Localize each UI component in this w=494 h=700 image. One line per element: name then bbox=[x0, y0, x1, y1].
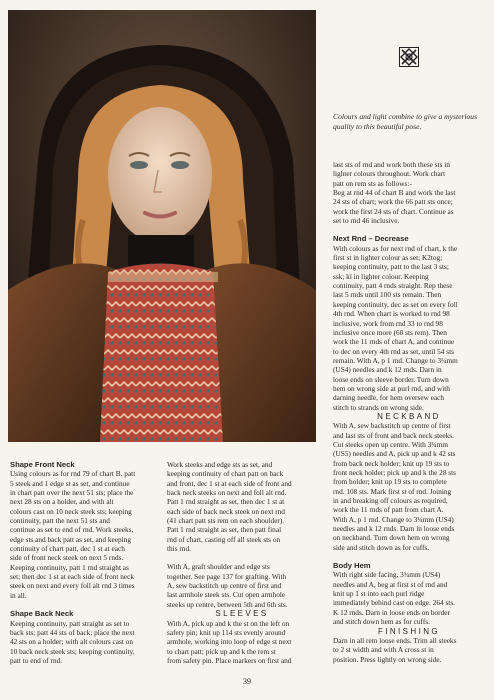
text-body-hem bbox=[333, 570, 485, 626]
text-line: needles and k 12 rnds. Darn in loose ends bbox=[333, 524, 455, 534]
text-line: continuity, patt the next 51 sts and bbox=[10, 516, 110, 526]
text-line: back sts; patt 44 sts of back; place the next bbox=[10, 627, 135, 637]
text-line: Patt 1 rnd straight as set, then dec 1 st at bbox=[167, 497, 285, 507]
text-line: Patt 1 rnd straight as set, then patt final bbox=[167, 525, 282, 535]
text-line: With right side facing, 3¾mm (US4) bbox=[333, 570, 441, 580]
text-line: in all. bbox=[10, 590, 27, 600]
text-line: With A, pick up and k the st on the left on bbox=[167, 618, 290, 628]
celtic-knot-icon bbox=[399, 47, 419, 67]
text-line: inclusive once more (60 sts rem). Then bbox=[333, 327, 447, 337]
heading-shape-front-neck: Shape Front Neck bbox=[10, 460, 75, 469]
text-sleeves bbox=[167, 619, 317, 666]
text-neckband bbox=[333, 421, 485, 552]
heading-body-hem: Body Hem bbox=[333, 561, 371, 571]
text-line: together. See page 137 for grafting. With bbox=[167, 571, 287, 581]
text-line: side and stitch down as for cuffs. bbox=[333, 542, 430, 552]
heading-neckband: NECKBAND bbox=[377, 411, 441, 421]
text-line: (US5) needles and A, pick up and k 42 sts bbox=[333, 449, 456, 459]
text-line: side of front neck steek on next 5 rnds. bbox=[10, 553, 124, 563]
text-line: last armhole steek sts. Cut open armhole bbox=[167, 590, 286, 600]
text-line: from safety pin. Place markers on first and bbox=[167, 655, 292, 665]
text-line: A, sew backstitch up centre of first and bbox=[167, 581, 282, 591]
text-line: work the first 24 sts of chart. Continue as bbox=[333, 206, 454, 216]
text-line: Using colours as for rnd 79 of chart B, patt bbox=[10, 469, 136, 479]
text-line: lighter colours throughout. Work chart bbox=[333, 169, 446, 179]
text-line: darning needle, for hem oversew each bbox=[333, 393, 445, 403]
page-number: 39 bbox=[243, 677, 251, 686]
text-line: keeping continuity, patt to the last 3 sts; bbox=[333, 262, 449, 272]
text-line: to chart patt; pick up and k the rem st bbox=[167, 646, 276, 656]
text-line: Keeping continuity, patt straight as set to bbox=[10, 618, 130, 628]
text-line: 5 steek and 1 edge st as set, and continue bbox=[10, 478, 130, 488]
text-line: rnd of chart, casting off all steek sts on bbox=[167, 534, 281, 544]
text-line: 10 back neck steek sts; keeping continuity, bbox=[10, 646, 135, 656]
text-line: Keeping continuity, patt 1 rnd straight as bbox=[10, 562, 129, 572]
text-line: needles and A, beg at first st of rnd and bbox=[333, 579, 448, 589]
text-line: back neck steeks on next and foll alt rnd. bbox=[167, 488, 287, 498]
text-line: stitch to strands on wrong side. bbox=[333, 402, 424, 412]
heading-next-rnd-decrease: Next Rnd – Decrease bbox=[333, 234, 409, 244]
text-next-rnd-decrease bbox=[333, 244, 485, 412]
text-line: remain. With A, p 1 rnd. Change to 3¼mm bbox=[333, 355, 458, 365]
text-line: Darn in all rem loose ends. Trim all steeks bbox=[333, 635, 457, 645]
column-right bbox=[333, 160, 485, 664]
heading-shape-back-neck: Shape Back Neck bbox=[10, 609, 74, 619]
text-line: work the 11 rnds of chart A, and continue bbox=[333, 337, 455, 347]
text-grafting bbox=[167, 562, 317, 609]
text-line: rnd. 108 sts. Mark first st of rnd. Joining bbox=[333, 486, 452, 496]
text-line: and stitch down hem as for cuffs. bbox=[333, 617, 430, 627]
text-line: position. Press lightly on wrong side. bbox=[333, 654, 442, 664]
text-line: continuity, patt 4 rnds straight. Rep these bbox=[333, 281, 453, 291]
text-line: from holder; knit up 19 sts to complete bbox=[333, 477, 447, 487]
text-line: to dec on every 4th rnd as set, until 54 sts bbox=[333, 346, 454, 356]
text-steeks bbox=[167, 460, 317, 553]
photo-caption: Colours and light combine to give a mysterious quality to this beautiful pose. bbox=[333, 112, 478, 131]
column-left bbox=[10, 460, 158, 665]
text-line: steek on next and every foll alt rnd 3 times bbox=[10, 581, 135, 591]
text-line: next 28 sts on a holder, and with alt bbox=[10, 497, 114, 507]
text-line: With colours as for next rnd of chart, k the bbox=[333, 243, 458, 253]
text-finishing bbox=[333, 636, 485, 664]
text-line: hem on wrong side at purl rnd, and with bbox=[333, 383, 450, 393]
text-line: edge sts and back patt as set, and keeping bbox=[10, 534, 131, 544]
text-line: continuity of chart patt, dec 1 st at each bbox=[10, 544, 125, 554]
text-line: With A, graft shoulder and edge sts bbox=[167, 562, 270, 572]
column-middle bbox=[167, 460, 317, 665]
text-line: set to rnd 46 inclusive. bbox=[333, 216, 400, 226]
text-line: colours cast on 10 neck steek sts; keeping bbox=[10, 506, 132, 516]
text-line: K 12 rnds. Darn in loose ends on border bbox=[333, 607, 450, 617]
text-shape-back-neck bbox=[10, 619, 158, 666]
text-line: keeping continuity, dec as set on every foll bbox=[333, 299, 458, 309]
text-line: With A, sew backstitch up centre of first bbox=[333, 421, 451, 431]
text-line: 42 sts on a holder; with alt colours cast on bbox=[10, 637, 134, 647]
heading-sleeves: SLEEVES bbox=[215, 609, 269, 619]
text-line: from back neck holder; knit up 19 sts to bbox=[333, 458, 450, 468]
text-line: and front, dec 1 st at each side of front and bbox=[167, 478, 292, 488]
text-line: Beg at rnd 44 of chart B and work the last bbox=[333, 188, 456, 198]
text-line: 4th rnd. When chart is worked to rnd 98 bbox=[333, 309, 450, 319]
portrait-photo bbox=[8, 10, 316, 442]
text-line: Work steeks and edge sts as set, and bbox=[167, 460, 273, 469]
text-line: immediately behind cast on edge. 264 sts. bbox=[333, 598, 455, 608]
text-line: 24 sts of chart; work the 66 patt sts once; bbox=[333, 197, 453, 207]
text-line: each side of back neck steek on next rnd bbox=[167, 506, 285, 516]
text-line: steeks up centre, between 5th and 6th sts. bbox=[167, 599, 288, 609]
text-line: ssk; kl in lighter colour. Keeping bbox=[333, 271, 429, 281]
text-line: in and breaking off colours as required, bbox=[333, 496, 448, 506]
text-line: and last sts of front and back neck steeks. bbox=[333, 430, 454, 440]
text-line: last 5 rnds until 100 sts remain. Then bbox=[333, 290, 442, 300]
text-shape-front-neck bbox=[10, 469, 158, 600]
text-line: knit up 1 st into each purl ridge bbox=[333, 589, 425, 599]
text-line: front neck holder; pick up and k the 28 sts bbox=[333, 468, 457, 477]
text-line: last sts of rnd and work both these sts in bbox=[333, 160, 450, 169]
text-line: loose ends on sleeve border. Turn down bbox=[333, 374, 449, 384]
text-line: Cut steeks open up centre. With 3¾mm bbox=[333, 439, 449, 449]
heading-finishing: FINISHING bbox=[377, 626, 441, 636]
text-line: in chart patt over the next 51 sts; place the bbox=[10, 488, 134, 498]
text-line: work the 11 rnds of patt from chart A. bbox=[333, 505, 444, 515]
text-line: With A, p 1 rnd. Change to 3¼mm (US4) bbox=[333, 514, 454, 524]
text-line: keeping continuity of chart patt on back bbox=[167, 469, 284, 479]
text-line: this rnd. bbox=[167, 544, 191, 554]
text-line: patt on rem sts as follows:- bbox=[333, 178, 412, 188]
text-line: on neckband. Turn down hem on wrong bbox=[333, 533, 450, 543]
text-line: (US4) needles and k 12 rnds. Darn in bbox=[333, 365, 442, 375]
text-line: safety pin; knit up 114 sts evenly around bbox=[167, 627, 286, 637]
text-line: continue as set to end of rnd. Work steeks, bbox=[10, 525, 134, 535]
text-line: inclusive, work from rnd 33 to rnd 98 bbox=[333, 318, 443, 328]
text-line: set; then dec 1 st at each side of front neck bbox=[10, 572, 135, 582]
text-line: (41 chart patt sts rem on each shoulder). bbox=[167, 516, 285, 526]
text-line: armhole, working into loop of edge st next bbox=[167, 637, 292, 647]
text-line: to 2 st width and with A cross st in bbox=[333, 645, 434, 655]
text-line: first st in lighter colour as set; K2tog; bbox=[333, 253, 443, 263]
text-sleeve-continued bbox=[333, 160, 485, 225]
text-line: patt to end of rnd. bbox=[10, 655, 63, 665]
